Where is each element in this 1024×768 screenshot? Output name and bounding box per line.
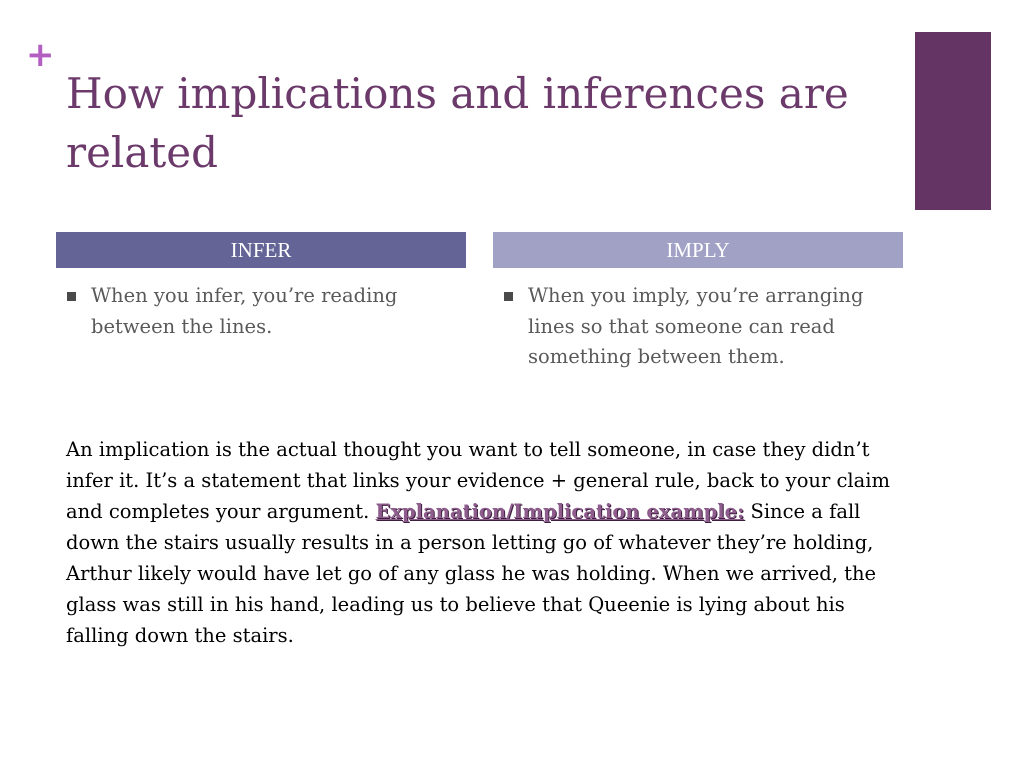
imply-bullet-list (503, 281, 903, 373)
example-text: Since a fall down the stairs usually results in a person letting go of whatever they’re holding, Arthur likely would have let go of any glass he was holding. When we arrived, the glass was still in his hand, leading us to believe that Queenie is lying about his falling down the stairs. (66, 500, 877, 647)
example-label: Explanation/Implication example: (375, 500, 745, 523)
imply-bullet-text: When you imply, you’re arranging lines so that someone can read something between them. (528, 284, 864, 368)
accent-bar (915, 32, 991, 210)
plus-icon: + (26, 35, 55, 75)
infer-bullet-item (66, 281, 466, 342)
imply-bullet-item (503, 281, 903, 373)
infer-bullet-text: When you infer, you’re reading between the lines. (91, 284, 398, 338)
slide-title: How implications and inferences are related (66, 69, 849, 177)
square-bullet-icon (504, 292, 513, 301)
infer-column-header: INFER (56, 232, 466, 268)
implication-paragraph (66, 434, 896, 651)
infer-bullet-list (66, 281, 466, 342)
square-bullet-icon (67, 292, 76, 301)
implication-definition: An implication is the actual thought you want to tell someone, in case they didn’t infer it. It’s a statement that links your evidence + general rule, back to your claim and completes your argument. (66, 438, 891, 523)
imply-column-header: IMPLY (493, 232, 903, 268)
